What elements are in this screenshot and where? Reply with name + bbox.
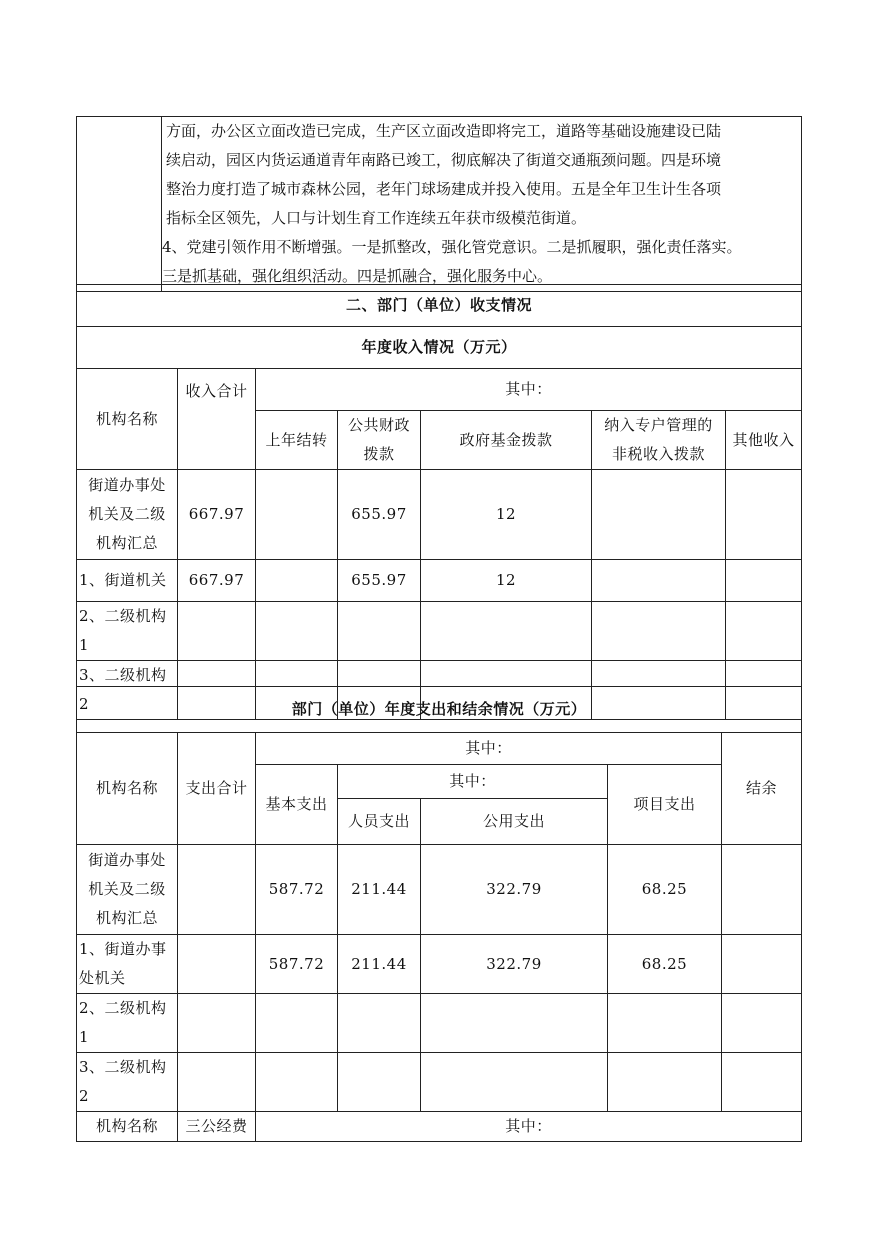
expense-row-balance [722,994,802,1053]
expense-row-public-use [421,994,608,1053]
income-row-carryover [256,602,338,661]
income-row-total: 667.97 [178,560,256,602]
expense-row-name [77,845,178,935]
name-line: 机构汇总 [95,534,158,552]
income-header-total: 收入合计 [178,369,256,470]
income-table [76,284,802,720]
intro-text-cell [162,117,802,292]
section-title: 二、部门（单位）收支情况 [77,285,802,327]
expense-header-of-which-2: 其中： [338,765,608,799]
intro-table [76,116,802,292]
income-row-nontax [592,470,726,560]
expense-row-personnel: 211.44 [338,845,421,935]
intro-line: 指标全区领先，人口与计划生育工作连续五年获市级模范街道。 [166,209,587,227]
expense-row-basic: 587.72 [256,935,338,994]
header-line: 非税收入拨款 [611,445,705,463]
name-line: 机关及二级 [88,880,166,898]
income-row-other [726,602,802,661]
expense-row-total [178,1053,256,1112]
intro-line: 续启动，园区内货运通道青年南路已竣工，彻底解决了街道交通瓶颈问题。四是环境 [166,151,722,169]
income-row-nontax [592,560,726,602]
income-row-name: 2、二级机构 1 [77,602,178,661]
expense-row-personnel [338,1053,421,1112]
income-row-name: 1、街道机关 [77,560,178,602]
expense-row-total [178,845,256,935]
expense-row-project: 68.25 [608,845,722,935]
name-line: 机构汇总 [95,909,158,927]
income-row-name [77,470,178,560]
expense-header-personnel: 人员支出 [338,799,421,845]
intro-line: 三是抓基础，强化组织活动。四是抓融合，强化服务中心。 [162,267,553,285]
three-public-label: 三公经费 [178,1112,256,1142]
expense-row-name [77,935,178,994]
expense-row-public-use: 322.79 [421,935,608,994]
expense-row-name: 3、二级机构 2 [77,1053,178,1112]
header-line: 纳入专户管理的 [604,416,713,434]
expense-header-of-which: 其中： [256,733,722,765]
three-public-org-name: 机构名称 [77,1112,178,1142]
header-line: 拨款 [363,445,395,463]
intro-line: 4、党建引领作用不断增强。一是抓整改，强化管党意识。二是抓履职，强化责任落实。 [162,238,742,256]
income-row-total: 667.97 [178,470,256,560]
three-public-of-which: 其中： [256,1112,802,1142]
expense-row-total [178,935,256,994]
expense-row-basic [256,994,338,1053]
expense-header-total: 支出合计 [178,733,256,845]
income-row-gov-fund [421,602,592,661]
expense-row-personnel [338,994,421,1053]
expense-row-basic: 587.72 [256,845,338,935]
expense-row-project: 68.25 [608,935,722,994]
income-row-public-finance: 655.97 [338,470,421,560]
expense-row-project [608,994,722,1053]
expense-row-balance [722,845,802,935]
income-header-gov-fund: 政府基金拨款 [421,411,592,470]
name-line: 机关及二级 [88,505,166,523]
income-row-name: 3、二级机构 2 [77,661,178,720]
intro-left-cell [77,117,162,292]
income-header-carryover: 上年结转 [256,411,338,470]
income-row-public-finance: 655.97 [338,560,421,602]
income-row-gov-fund: 12 [421,560,592,602]
income-header-public-finance [338,411,421,470]
expense-row-personnel: 211.44 [338,935,421,994]
expense-row-total [178,994,256,1053]
expense-header-basic: 基本支出 [256,765,338,845]
name-line: 街道办事处 [88,476,166,494]
income-row-public-finance [338,602,421,661]
income-row-total [178,602,256,661]
income-header-org-name: 机构名称 [77,369,178,470]
intro-line: 方面，办公区立面改造已完成，生产区立面改造即将完工，道路等基础设施建设已陆 [166,122,722,140]
income-title: 年度收入情况（万元） [77,327,802,369]
income-header-of-which: 其中： [256,369,802,411]
name-line: 街道办事处 [88,851,166,869]
income-row-carryover [256,470,338,560]
income-header-other: 其他收入 [726,411,802,470]
expense-header-balance: 结余 [722,733,802,845]
name-line: 1、街道办事 [79,940,167,958]
expense-row-name: 2、二级机构 1 [77,994,178,1053]
expense-header-org-name: 机构名称 [77,733,178,845]
expense-row-balance [722,935,802,994]
expense-title: 部门（单位）年度支出和结余情况（万元） [77,687,802,733]
income-row-gov-fund: 12 [421,470,592,560]
expense-row-public-use: 322.79 [421,845,608,935]
expense-row-basic [256,1053,338,1112]
header-line: 公共财政 [347,416,410,434]
income-row-nontax [592,602,726,661]
income-row-other [726,470,802,560]
expense-row-balance [722,1053,802,1112]
income-row-carryover [256,560,338,602]
name-line: 处机关 [79,969,126,987]
expense-header-public-use: 公用支出 [421,799,608,845]
expense-row-project [608,1053,722,1112]
income-header-nontax [592,411,726,470]
income-row-other [726,560,802,602]
expense-header-project: 项目支出 [608,765,722,845]
expense-table [76,686,802,1142]
intro-line: 整治力度打造了城市森林公园，老年门球场建成并投入使用。五是全年卫生计生各项 [166,180,722,198]
expense-row-public-use [421,1053,608,1112]
